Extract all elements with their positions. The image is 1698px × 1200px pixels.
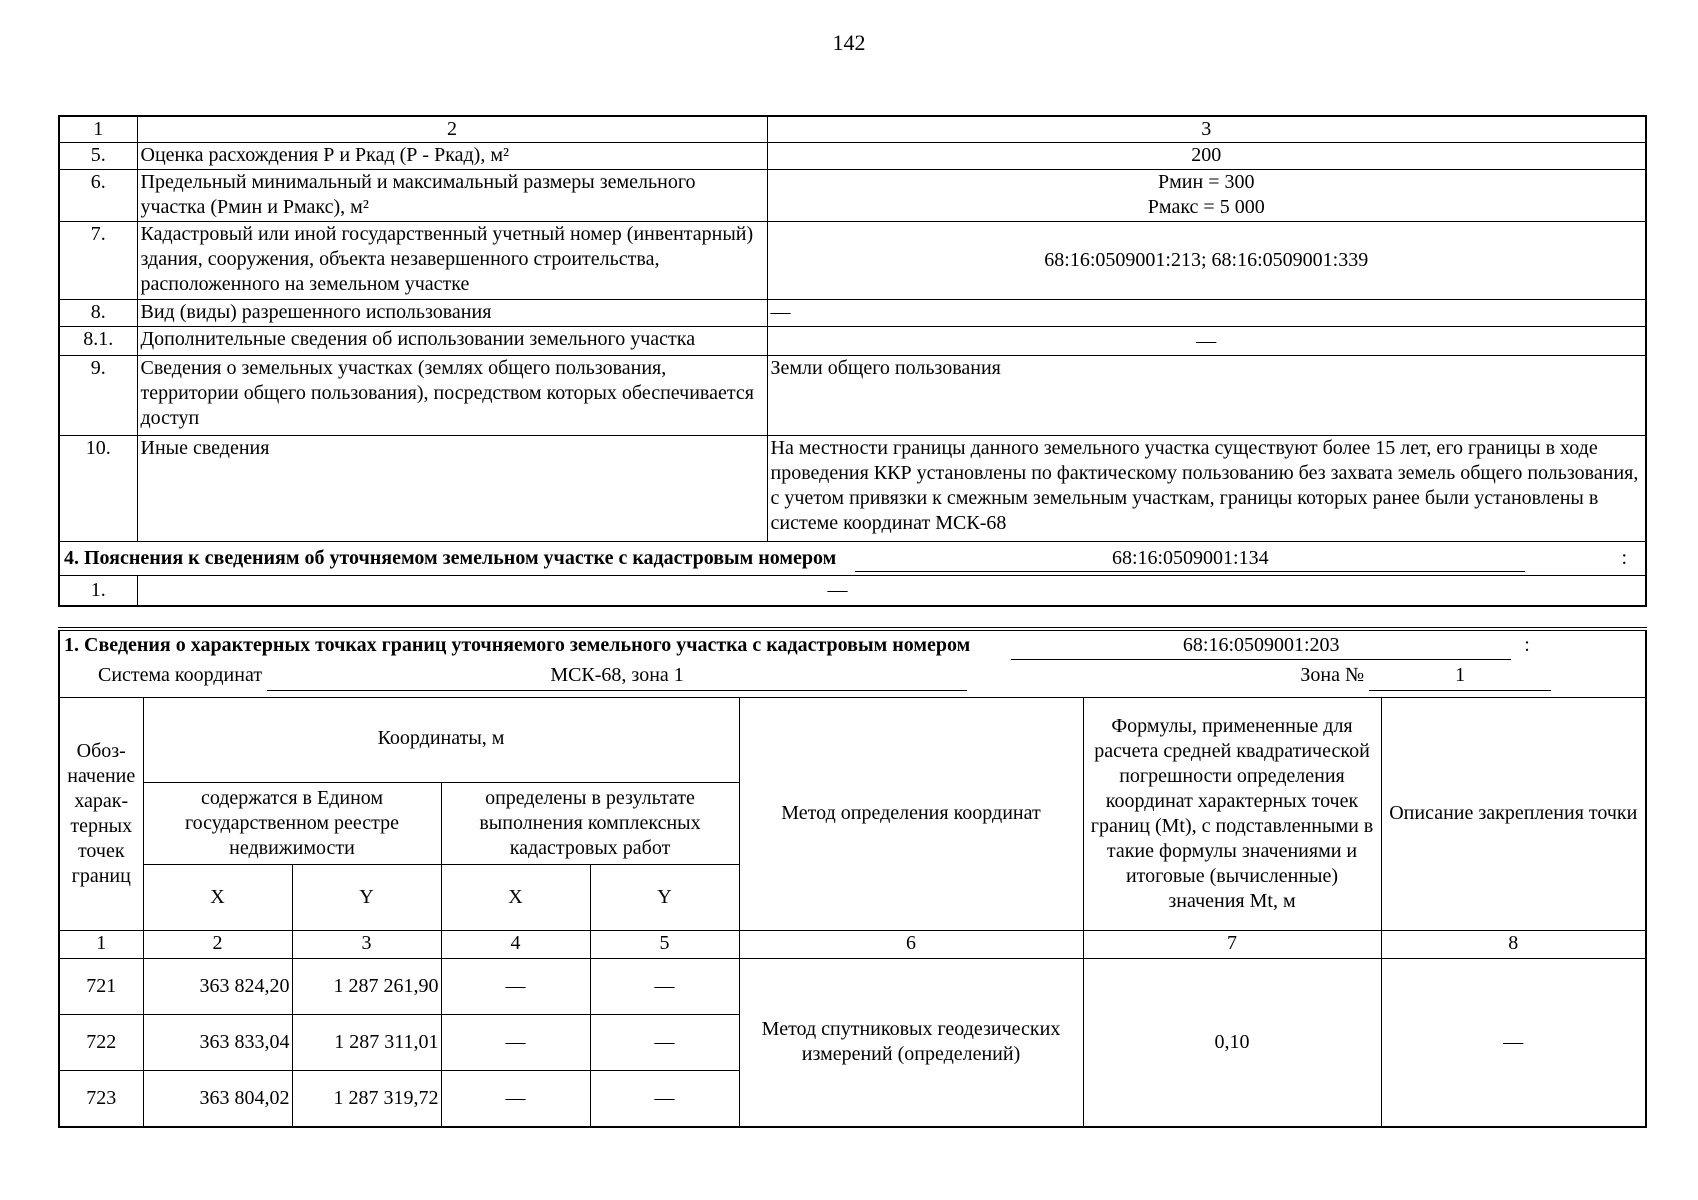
- column-number: 2: [143, 930, 292, 958]
- table-row: [59, 300, 1646, 327]
- y-header: Y: [292, 864, 441, 930]
- x-header: X: [143, 864, 292, 930]
- column-number: 4: [441, 930, 590, 958]
- column-number: 8: [1381, 930, 1646, 958]
- egrn-header: содержатся в Едином государственном реестре недвижимости: [143, 782, 441, 864]
- row-number: 9.: [59, 356, 137, 436]
- coord-system-label: Система координат: [98, 664, 263, 686]
- row-label: Дополнительные сведения об использовании земельного участка: [137, 327, 767, 356]
- description-header: Описание закрепления точки: [1381, 697, 1646, 930]
- rmax-value: Рмакс = 5 000: [1147, 196, 1265, 218]
- column-number: 1: [59, 930, 143, 958]
- row-value: —: [767, 327, 1646, 356]
- row-value: 200: [767, 143, 1646, 170]
- description-value: —: [1381, 958, 1646, 1127]
- table-row: [59, 958, 1646, 1014]
- column-numbers-row: [59, 930, 1646, 958]
- column-number: 7: [1083, 930, 1381, 958]
- coord-system-value: МСК-68, зона 1: [267, 660, 967, 691]
- method-value: Метод спутниковых геодезических измерений (определений): [739, 958, 1083, 1127]
- page-number: 142: [832, 30, 866, 55]
- kkr-x: —: [441, 1014, 590, 1070]
- egrn-y: 1 287 311,01: [292, 1014, 441, 1070]
- table-row: [59, 170, 1646, 222]
- point-id: 721: [59, 958, 143, 1014]
- section-1-header-row: [59, 629, 1646, 697]
- row-value: 68:16:0509001:213; 68:16:0509001:339: [767, 222, 1646, 300]
- row-number: 1.: [59, 576, 137, 606]
- egrn-x: 363 804,02: [143, 1070, 292, 1127]
- kkr-x: —: [441, 1070, 590, 1127]
- section-1-cadastral-number: 68:16:0509001:203: [1011, 631, 1511, 660]
- section-1-header: [59, 629, 1646, 697]
- section-1-colon: :: [1524, 634, 1530, 656]
- section-4-header: [59, 542, 1646, 576]
- row-label: Вид (виды) разрешенного использования: [137, 300, 767, 327]
- section-4-colon: :: [1621, 546, 1627, 569]
- kkr-y: —: [590, 1014, 739, 1070]
- table-row: [59, 436, 1646, 542]
- kkr-y: —: [590, 1070, 739, 1127]
- row-label: Сведения о земельных участках (землях общего пользования, территории общего пользования), посредством которых обеспечивается доступ: [137, 356, 767, 436]
- row-number: 7.: [59, 222, 137, 300]
- row-value: На местности границы данного земельного участка существуют более 15 лет, его границы в ходе проведения ККР установлены по фактическому пользованию без захвата земель общего пользования, с учетом привязки к смежным земельным участкам, границы которых ранее были установлены в системе координат МСК-68: [767, 436, 1646, 542]
- designation-header: Обоз- начение харак- терных точек границ: [59, 697, 143, 930]
- zone-value: 1: [1369, 660, 1551, 691]
- row-value: [767, 170, 1646, 222]
- row-number: 8.: [59, 300, 137, 327]
- table-row: [59, 327, 1646, 356]
- egrn-y: 1 287 319,72: [292, 1070, 441, 1127]
- point-id: 722: [59, 1014, 143, 1070]
- method-header: Метод определения координат: [739, 697, 1083, 930]
- column-number: 3: [767, 116, 1646, 143]
- row-label: Предельный минимальный и максимальный размеры земельного участка (Рмин и Рмакс), м²: [137, 170, 767, 222]
- section-1-title: 1. Сведения о характерных точках границ уточняемого земельного участка с кадастровым номером: [64, 634, 971, 656]
- table-header-row: [59, 116, 1646, 143]
- coordinates-header: Координаты, м: [143, 697, 739, 782]
- mt-value: 0,10: [1083, 958, 1381, 1127]
- formulas-header: Формулы, примененные для расчета средней квадратической погрешности определения координат характерных точек границ (Mt), с подставленными в такие формулы значениями и итоговые (вычисленные) значения Mt, м: [1083, 697, 1381, 930]
- row-number: 6.: [59, 170, 137, 222]
- kkr-header: определены в результате выполнения комплексных кадастровых работ: [441, 782, 739, 864]
- egrn-x: 363 824,20: [143, 958, 292, 1014]
- row-value: —: [137, 576, 1646, 606]
- point-id: 723: [59, 1070, 143, 1127]
- section-4-cadastral-number: 68:16:0509001:134: [855, 546, 1525, 572]
- table-header-row: [59, 697, 1646, 782]
- section-4-title: 4. Пояснения к сведениям об уточняемом земельном участке с кадастровым номером: [64, 546, 837, 569]
- boundary-points-table: [58, 627, 1647, 1128]
- table-row: [59, 576, 1646, 606]
- kkr-x: —: [441, 958, 590, 1014]
- section-4-header-row: [59, 542, 1646, 576]
- row-number: 10.: [59, 436, 137, 542]
- table-row: [59, 143, 1646, 170]
- table-row: [59, 222, 1646, 300]
- row-value: Земли общего пользования: [767, 356, 1646, 436]
- column-number: 6: [739, 930, 1083, 958]
- y-header: Y: [590, 864, 739, 930]
- x-header: X: [441, 864, 590, 930]
- row-number: 5.: [59, 143, 137, 170]
- table-row: [59, 356, 1646, 436]
- kkr-y: —: [590, 958, 739, 1014]
- row-label: Иные сведения: [137, 436, 767, 542]
- rmin-value: Рмин = 300: [1158, 171, 1255, 193]
- column-number: 5: [590, 930, 739, 958]
- zone-label: Зона №: [1300, 664, 1365, 686]
- row-label: Кадастровый или иной государственный учетный номер (инвентарный) здания, сооружения, объекта незавершенного строительства, расположенного на земельном участке: [137, 222, 767, 300]
- row-value: —: [767, 300, 1646, 327]
- egrn-y: 1 287 261,90: [292, 958, 441, 1014]
- column-number: 2: [137, 116, 767, 143]
- row-label: Оценка расхождения Р и Ркад (Р - Ркад), м²: [137, 143, 767, 170]
- land-plot-info-table: [58, 115, 1647, 607]
- row-number: 8.1.: [59, 327, 137, 356]
- column-number: 3: [292, 930, 441, 958]
- column-number: 1: [59, 116, 137, 143]
- egrn-x: 363 833,04: [143, 1014, 292, 1070]
